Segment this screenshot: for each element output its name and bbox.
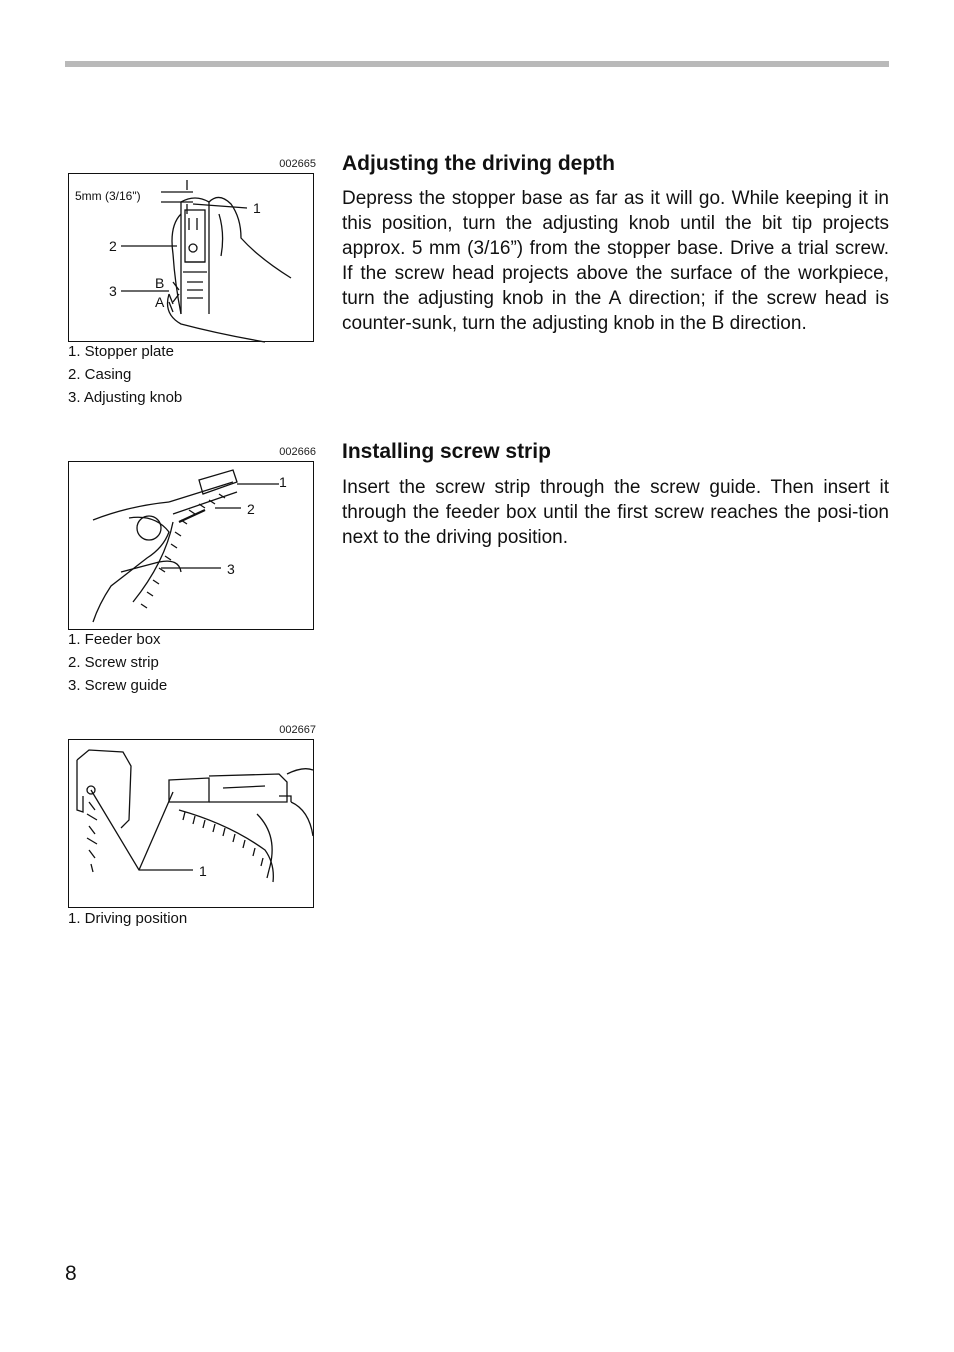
legend-item: 3. Adjusting knob	[68, 389, 183, 406]
header-rule	[65, 61, 889, 67]
legend-item: 1. Feeder box	[68, 631, 161, 648]
callout-2: 2	[247, 501, 255, 517]
callout-a: A	[155, 294, 165, 310]
legend-item: 3. Screw guide	[68, 677, 168, 694]
figure-code: 002667	[279, 724, 316, 736]
callout-1: 1	[199, 863, 207, 879]
section-body: Depress the stopper base as far as it will go. While keeping it in this position, turn the adjusting knob until the bit tip projects approx. 5 mm (3/16”) from the stopper base. Drive a trial screw. If the screw head projects above the surface of the workpiece, turn the adjusting knob in the A direction; if the screw head is counter-sunk, turn the adjusting knob in the B direction.	[342, 188, 889, 334]
figure-legend	[68, 340, 182, 409]
figure-driving-depth	[68, 173, 314, 342]
section-body: Insert the screw strip through the screw guide. Then insert it through the feeder box until the first screw reaches the posi-tion next to the driving position.	[342, 477, 889, 548]
callout-3: 3	[109, 283, 117, 299]
legend-item: 1. Stopper plate	[68, 343, 174, 360]
figure-legend	[68, 907, 187, 930]
figure-legend	[68, 628, 167, 697]
driving-position-illustration	[69, 740, 315, 909]
callout-1: 1	[253, 200, 261, 216]
section-heading: Adjusting the driving depth	[342, 152, 615, 175]
dimension-label: 5mm (3/16")	[75, 189, 141, 203]
figure-driving-position	[68, 739, 314, 908]
callout-2: 2	[109, 238, 117, 254]
legend-item: 2. Casing	[68, 366, 132, 383]
figure-screw-strip	[68, 461, 314, 630]
page-number: 8	[65, 1262, 77, 1285]
callout-1: 1	[279, 474, 287, 490]
section-heading: Installing screw strip	[342, 440, 551, 463]
legend-item: 2. Screw strip	[68, 654, 159, 671]
legend-item: 1. Driving position	[68, 910, 188, 927]
callout-3: 3	[227, 561, 235, 577]
figure-code: 002666	[279, 446, 316, 458]
figure-code: 002665	[279, 158, 316, 170]
callout-b: B	[155, 275, 165, 291]
